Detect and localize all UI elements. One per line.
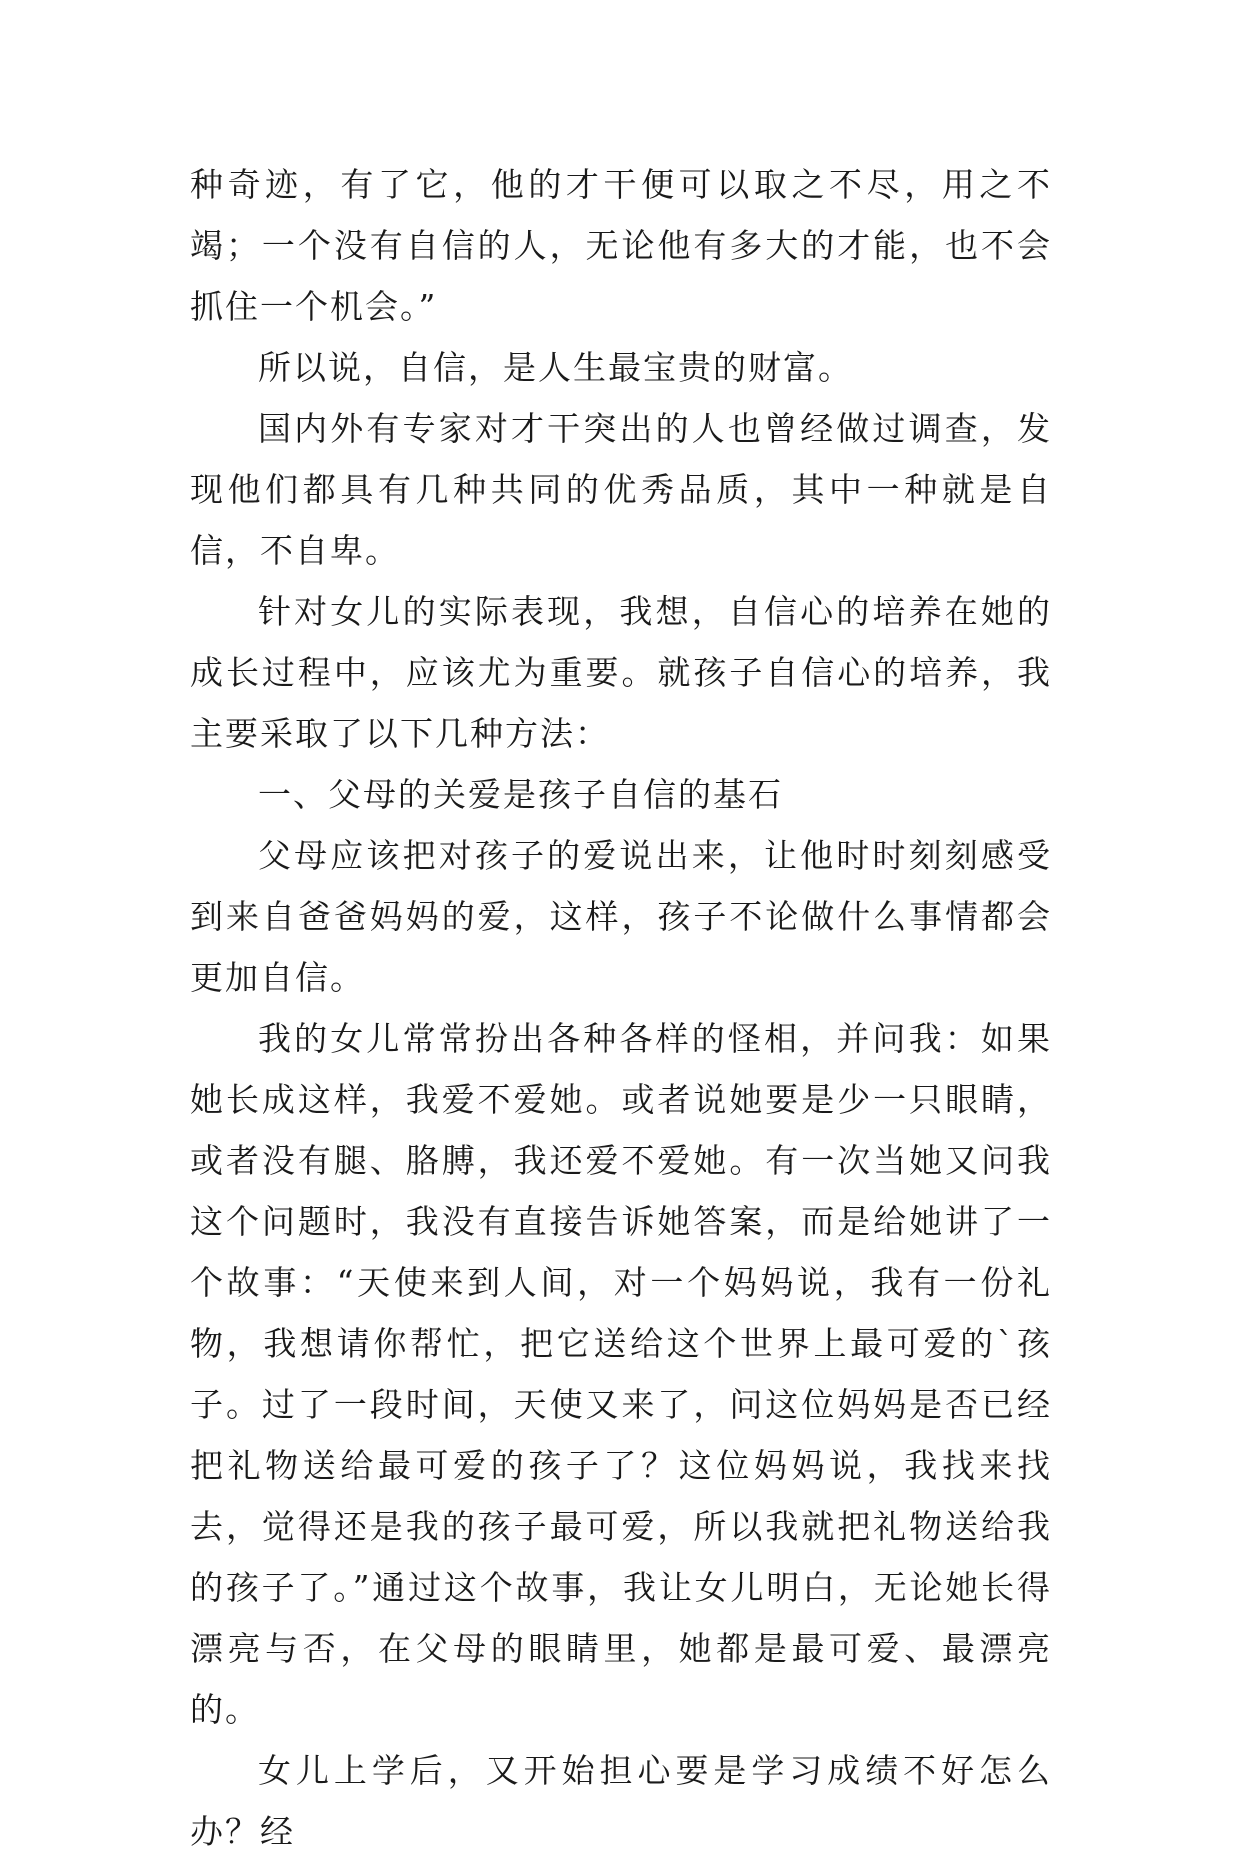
paragraph-expert-survey: 国内外有专家对才干突出的人也曾经做过调查，发现他们都具有几种共同的优秀品质，其中一种就是自信，不自卑。: [190, 409, 1052, 570]
paragraph-school-worry: 女儿上学后，又开始担心要是学习成绩不好怎么办？经: [190, 1751, 1052, 1851]
section-heading-parental-love: 一、父母的关爱是孩子自信的基石: [258, 775, 783, 814]
paragraph-continuation: 种奇迹，有了它，他的才干便可以取之不尽，用之不竭；一个没有自信的人，无论他有多大的才能，也不会抓住一个机会。”: [190, 165, 1052, 326]
document-body: [190, 154, 1052, 1862]
paragraph-methods-intro: 针对女儿的实际表现，我想，自信心的培养在她的成长过程中，应该尤为重要。就孩子自信心的培养，我主要采取了以下几种方法：: [190, 592, 1052, 753]
paragraph-angel-story: 我的女儿常常扮出各种各样的怪相，并问我：如果她长成这样，我爱不爱她。或者说她要是少一只眼睛，或者没有腿、胳膊，我还爱不爱她。有一次当她又问我这个问题时，我没有直接告诉她答案，而是给她讲了一个故事：“天使来到人间，对一个妈妈说，我有一份礼物，我想请你帮忙，把它送给这个世界上最可爱的`孩子。过了一段时间，天使又来了，问这位妈妈是否已经把礼物送给最可爱的孩子了？这位妈妈说，我找来找去，觉得还是我的孩子最可爱，所以我就把礼物送给我的孩子了。”通过这个故事，我让女儿明白，无论她长得漂亮与否，在父母的眼睛里，她都是最可爱、最漂亮的。: [190, 1019, 1052, 1729]
paragraph-express-love: 父母应该把对孩子的爱说出来，让他时时刻刻感受到来自爸爸妈妈的爱，这样，孩子不论做什么事情都会更加自信。: [190, 836, 1052, 997]
paragraph-confidence-wealth: 所以说，自信，是人生最宝贵的财富。: [258, 348, 853, 387]
